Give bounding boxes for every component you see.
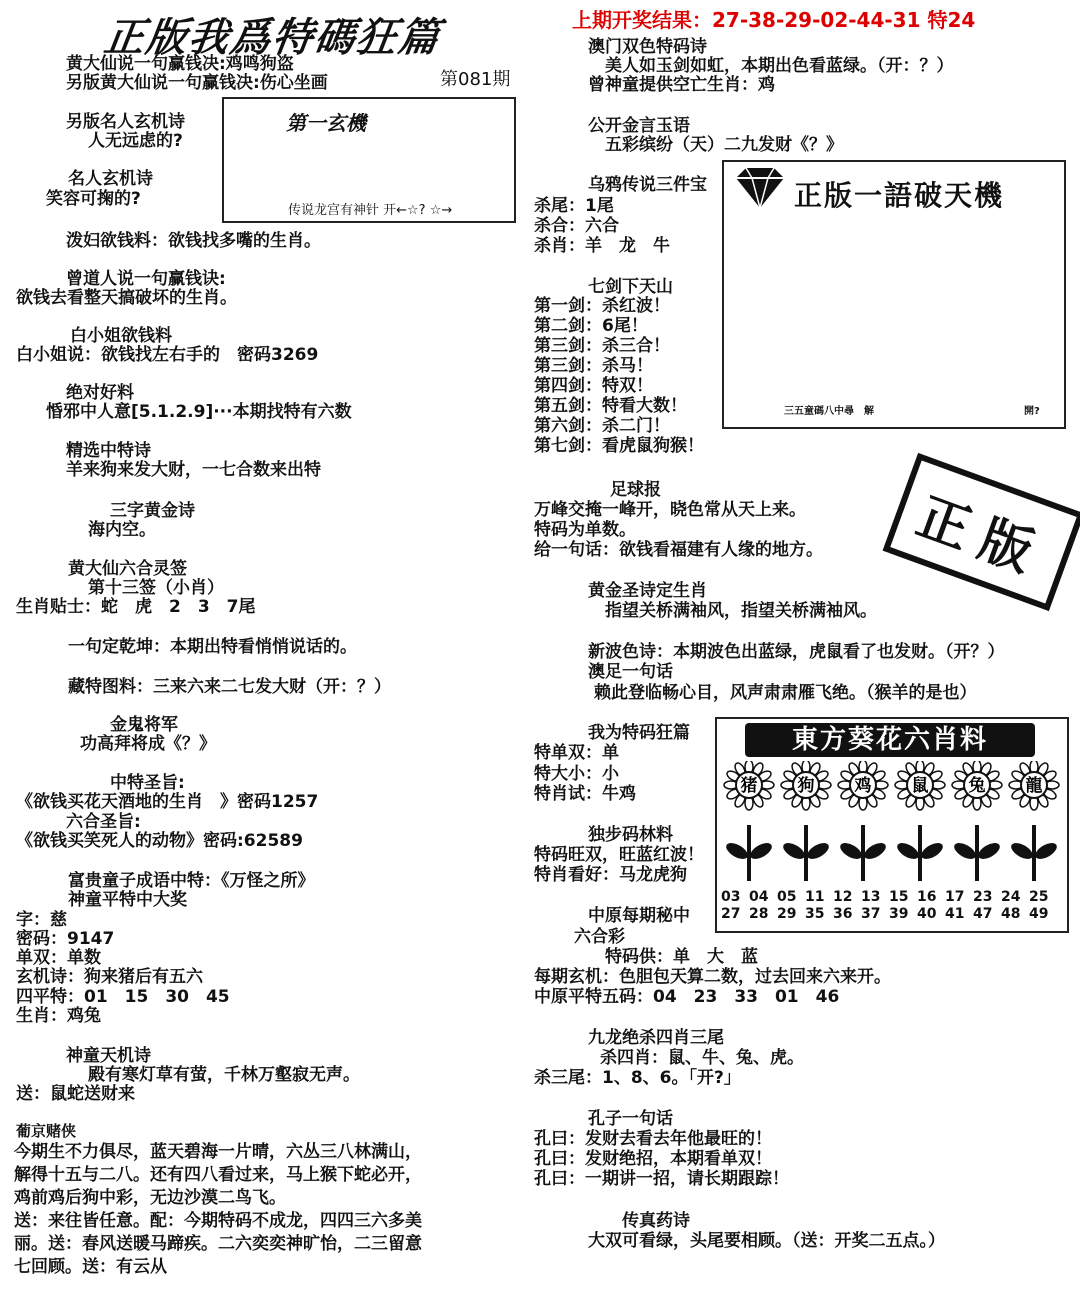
text-line: 中特圣旨:: [110, 773, 185, 793]
box-title: 正版一語破天機: [794, 179, 1005, 212]
number-cell: 13: [861, 889, 881, 905]
number-cell: 39: [889, 906, 909, 922]
text-line: 中原平特五码：04 23 33 01 46: [534, 987, 840, 1007]
text-line: 另版黄大仙说一句赢钱决:伤心坐画: [66, 73, 328, 93]
text-line: 七剑下天山: [588, 277, 673, 297]
text-line: 孔曰：发财去看去年他最旺的！: [534, 1129, 772, 1149]
sunflower-icon: [724, 761, 775, 881]
text-line: 九龙绝杀四肖三尾: [588, 1028, 724, 1048]
sunflower-row: [721, 761, 1061, 886]
genuine-stamp: 正版: [883, 453, 1080, 611]
text-line: 第三剑：杀马！: [534, 356, 653, 376]
text-line: 功高拜将成《？》: [80, 734, 216, 754]
last-result-banner: 上期开奖结果：27-38-29-02-44-31 特24: [572, 8, 976, 32]
number-cell: 03: [721, 889, 741, 905]
number-cell: 16: [917, 889, 937, 905]
text-line: 特码供：单 大 蓝: [605, 947, 758, 967]
text-line: 白小姐欲钱料: [70, 326, 172, 346]
text-line: 美人如玉剑如虹，本期出色看蓝绿。（开：？）: [605, 56, 954, 76]
text-line: 特码旺双，旺蓝红波！: [534, 845, 704, 865]
number-cell: 27: [721, 906, 741, 922]
first-mystery-box: [222, 97, 516, 223]
number-cell: 23: [973, 889, 993, 905]
text-line: 海内空。: [88, 520, 156, 540]
number-cell: 04: [749, 889, 769, 905]
text-line: 玄机诗：狗来猪后有五六: [16, 967, 203, 987]
zodiac-label: 鸡: [854, 776, 872, 796]
masthead-title: 正版我爲特碼狂篇: [101, 15, 444, 61]
text-line: 第一剑：杀红波！: [534, 296, 670, 316]
text-line: 另版名人玄机诗: [66, 112, 185, 132]
text-line: 新波色诗：本期波色出蓝绿，虎鼠看了也发财。（开？）: [588, 642, 1005, 662]
text-line: 特肖看好：马龙虎狗: [534, 865, 687, 885]
number-cell: 48: [1001, 906, 1021, 922]
number-cell: 25: [1029, 889, 1049, 905]
text-line: 一句定乾坤：本期出特看悄悄说话的。: [68, 637, 357, 657]
text-line: 名人玄机诗: [68, 169, 153, 189]
text-line: 泼妇欲钱料：欲钱找多嘴的生肖。: [66, 231, 321, 251]
number-cell: 24: [1001, 889, 1021, 905]
text-line: 精选中特诗: [66, 441, 151, 461]
text-line: 特单双：单: [534, 743, 619, 763]
text-line: 孔曰：发财绝招，本期看单双！: [534, 1149, 772, 1169]
text-line: 今期生不力俱尽，蓝天碧海一片晴，六丛三八林满山，: [14, 1142, 422, 1162]
text-line: 富贵童子成语中特：《万怪之所》: [68, 871, 315, 891]
sunflower-icon: [895, 761, 946, 881]
text-line: 生肖：鸡兔: [16, 1006, 101, 1026]
text-line: 第四剑：特双！: [534, 376, 653, 396]
text-line: 六合彩: [574, 927, 625, 947]
text-line: 杀尾：1尾: [534, 196, 614, 216]
text-line: 《欲钱买花天酒地的生肖 》密码1257: [16, 792, 319, 812]
text-line: 万峰交掩一峰开，晓色常从天上来。: [534, 500, 806, 520]
text-line: 单双：单数: [16, 948, 101, 968]
text-line: 特肖试：牛鸡: [534, 784, 636, 804]
text-line: 赖此登临畅心目，风声肃肃雁飞绝。（猴羊的是也）: [594, 683, 977, 703]
text-line: 杀四肖：鼠、牛、兔、虎。: [600, 1048, 804, 1068]
sunflower-icon: [1009, 761, 1060, 881]
number-cell: 12: [833, 889, 853, 905]
zodiac-label: 狗: [797, 776, 815, 796]
text-line: 金鬼将军: [110, 715, 178, 735]
text-line: 独步码林料: [588, 825, 673, 845]
diamond-icon: [732, 166, 788, 210]
text-line: 澳足一句话: [588, 662, 673, 682]
text-line: 第十三签（小肖）: [88, 578, 224, 598]
text-line: 丽。送：春风送暖马蹄疾。二六奕奕神旷怡，二三留意: [14, 1234, 422, 1254]
number-grid: [721, 889, 1057, 923]
text-line: 字：慈: [16, 910, 67, 930]
box-title: 第一玄機: [286, 111, 366, 135]
text-line: 乌鸦传说三件宝: [588, 175, 707, 195]
text-line: 三字黄金诗: [110, 501, 195, 521]
text-line: 澳门双色特码诗: [588, 37, 707, 57]
text-line: 第二剑：6尾！: [534, 316, 648, 336]
text-line: 密码：9147: [16, 929, 115, 949]
number-cell: 29: [777, 906, 797, 922]
text-line: 白小姐说：欲钱找左右手的 密码3269: [16, 345, 319, 365]
text-line: 黄大仙说一句赢钱决:鸡鸣狗盗: [66, 54, 294, 74]
text-line: 中原每期秘中: [588, 906, 690, 926]
text-line: 传真药诗: [622, 1211, 690, 1231]
sunflower-icon: [838, 761, 889, 881]
sunflower-icon: [952, 761, 1003, 881]
box-title: 東方葵花六肖料: [745, 723, 1035, 757]
text-line: 指望关桥满袖风，指望关桥满袖风。: [605, 601, 877, 621]
text-line: 送：来往皆任意。配：今期特码不成龙，四四三六多美: [14, 1211, 422, 1231]
text-line: 六合圣旨:: [66, 812, 141, 832]
text-line: 解得十五与二八。还有四八看过来，马上猴下蛇必开，: [14, 1165, 422, 1185]
number-row: [721, 889, 1057, 906]
number-cell: 47: [973, 906, 993, 922]
number-cell: 35: [805, 906, 825, 922]
text-line: 四平特：01 15 30 45: [16, 987, 230, 1007]
zodiac-label: 猪: [740, 776, 758, 796]
text-line: 我为特码狂篇: [588, 723, 690, 743]
one-word-box: [722, 160, 1066, 429]
text-line: 特大小：小: [534, 764, 619, 784]
text-line: 黄金圣诗定生肖: [588, 581, 707, 601]
text-line: 神童天机诗: [66, 1046, 151, 1066]
text-line: 人无远虑的?: [88, 131, 183, 151]
text-line: 藏特图料：三来六来二七发大财（开：？）: [68, 677, 391, 697]
issue-number: 第081期: [440, 69, 511, 90]
text-line: 殿有寒灯草有萤，千林万壑寂无声。: [88, 1065, 360, 1085]
text-line: 葡京赌侠: [16, 1122, 77, 1140]
number-cell: 40: [917, 906, 937, 922]
text-line: 第六剑：杀二门！: [534, 416, 670, 436]
text-line: 第七剑：看虎鼠狗猴！: [534, 436, 704, 456]
number-cell: 37: [861, 906, 881, 922]
text-line: 孔曰：一期讲一招，请长期跟踪！: [534, 1169, 789, 1189]
text-line: 杀合：六合: [534, 216, 619, 236]
zodiac-label: 鼠: [911, 776, 929, 796]
text-line: 给一句话：欲钱看福建有人缘的地方。: [534, 540, 823, 560]
number-cell: 36: [833, 906, 853, 922]
text-line: 曾神童提供空亡生肖：鸡: [588, 75, 775, 95]
text-line: 大双可看绿，头尾要相顾。（送：开奖二五点。）: [588, 1231, 945, 1251]
text-line: 第三剑：杀三合！: [534, 336, 670, 356]
text-line: 足球报: [610, 480, 661, 500]
text-line: 第五剑：特看大数！: [534, 396, 687, 416]
number-cell: 49: [1029, 906, 1049, 922]
text-line: 送：鼠蛇送财来: [16, 1084, 135, 1104]
text-line: 神童平特中大奖: [68, 890, 187, 910]
text-line: 七回顾。送：有云从: [14, 1257, 167, 1277]
text-line: 绝对好料: [66, 383, 134, 403]
number-row: [721, 906, 1057, 923]
number-cell: 11: [805, 889, 825, 905]
text-line: 曾道人说一句赢钱诀:: [66, 269, 226, 289]
box-footer: 传说龙宫有神针 开←☆? ☆→: [288, 203, 453, 218]
box-footer-right: 開?: [1024, 406, 1040, 417]
text-line: 生肖贴士：蛇 虎 2 3 7尾: [16, 597, 256, 617]
text-line: 杀三尾：1、8、6。「开?」: [534, 1068, 741, 1088]
text-line: 黄大仙六合灵签: [68, 559, 187, 579]
text-line: 《欲钱买笑死人的动物》密码:62589: [16, 831, 303, 851]
number-cell: 17: [945, 889, 965, 905]
text-line: 羊来狗来发大财，一七合数来出特: [66, 460, 321, 480]
text-line: 五彩缤纷（天）二九发财《？》: [605, 135, 843, 155]
text-line: 欲钱去看整天搞破坏的生肖。: [16, 288, 237, 308]
text-line: 每期玄机：色胆包天算二数，过去回来六来开。: [534, 967, 891, 987]
sunflower-icon: [781, 761, 832, 881]
zodiac-label: 兔: [968, 776, 986, 796]
text-line: 惛邪中人意[5.1.2.9]···本期找特有六数: [46, 402, 352, 422]
text-line: 笑容可掬的?: [46, 189, 141, 209]
number-cell: 41: [945, 906, 965, 922]
text-line: 孔子一句话: [588, 1109, 673, 1129]
sunflower-zodiac-box: [715, 717, 1069, 933]
zodiac-label: 龍: [1025, 776, 1043, 796]
number-cell: 28: [749, 906, 769, 922]
text-line: 杀肖：羊 龙 牛: [534, 236, 670, 256]
text-line: 特码为单数。: [534, 520, 636, 540]
number-cell: 15: [889, 889, 909, 905]
box-footer: 三五童碼八中尋 解: [784, 406, 874, 417]
number-cell: 05: [777, 889, 797, 905]
text-line: 公开金言玉语: [588, 116, 690, 136]
text-line: 鸡前鸡后狗中彩，无边沙漠二鸟飞。: [14, 1188, 286, 1208]
